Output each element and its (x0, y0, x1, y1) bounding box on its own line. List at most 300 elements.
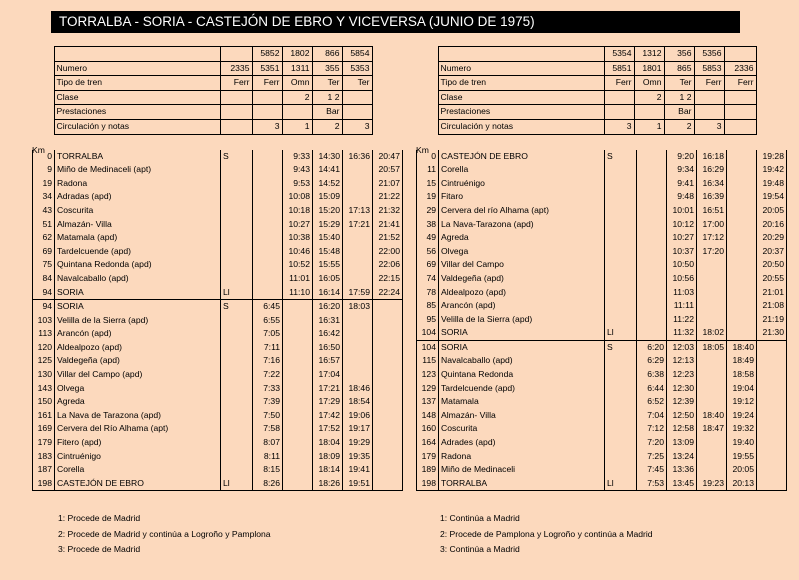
station-row (33, 177, 403, 191)
time-cell (373, 477, 403, 491)
train-value (634, 105, 664, 120)
time-cell (343, 341, 373, 355)
time-cell: 15:48 (313, 245, 343, 259)
station-name: Villar del Campo (439, 258, 605, 272)
time-cell: 21:32 (373, 204, 403, 218)
time-cell (697, 463, 727, 477)
time-cell (283, 436, 313, 450)
time-cell: 18:47 (697, 422, 727, 436)
time-cell: 14:41 (313, 163, 343, 177)
time-cell: 20:50 (757, 258, 787, 272)
row-label: Tipo de tren (54, 76, 220, 91)
time-cell (727, 313, 757, 327)
time-cell (373, 314, 403, 328)
time-cell: 8:26 (253, 477, 283, 491)
arr-dep-mark (221, 395, 253, 409)
station-name: SORIA (55, 286, 221, 300)
station-row (417, 436, 787, 450)
time-cell (757, 354, 787, 368)
notes-right (440, 511, 653, 558)
time-cell (373, 382, 403, 396)
note: 3: Procede de Madrid (58, 544, 141, 554)
spacer (416, 119, 438, 134)
station-name: Tardelcuende (apd) (439, 382, 605, 396)
station-row (417, 354, 787, 368)
time-cell: 6:52 (637, 395, 667, 409)
km-cell: 74 (417, 272, 439, 286)
time-cell: 16:14 (313, 286, 343, 300)
time-cell: 15:55 (313, 258, 343, 272)
arr-dep-mark (221, 463, 253, 477)
time-cell (253, 272, 283, 286)
train-value (724, 105, 756, 120)
arr-dep-mark (221, 354, 253, 368)
km-cell: 137 (417, 395, 439, 409)
time-cell (697, 368, 727, 382)
station-name: Agreda (55, 395, 221, 409)
time-cell: 19:24 (727, 409, 757, 423)
km-cell: 62 (33, 231, 55, 245)
station-name: Arancón (apd) (439, 299, 605, 313)
km-cell: 75 (33, 258, 55, 272)
time-cell: 7:12 (637, 422, 667, 436)
time-cell: 6:55 (253, 314, 283, 328)
station-name: Matamala (439, 395, 605, 409)
header-row (416, 90, 756, 105)
header-row (32, 119, 372, 134)
station-name: Fitaro (439, 190, 605, 204)
train-value: Ferr (604, 76, 634, 91)
station-name: La Nava de Tarazona (apd) (55, 409, 221, 423)
km-cell: 189 (417, 463, 439, 477)
time-cell: 19:17 (343, 422, 373, 436)
time-cell: 9:33 (283, 150, 313, 164)
time-cell (757, 409, 787, 423)
time-cell (343, 177, 373, 191)
spacer (416, 90, 438, 105)
arr-dep-mark (605, 190, 637, 204)
time-cell: 18:02 (697, 326, 727, 340)
time-cell: 16:51 (697, 204, 727, 218)
spacer (416, 61, 438, 76)
time-cell: 18:09 (313, 450, 343, 464)
km-cell: 34 (33, 190, 55, 204)
time-cell (757, 382, 787, 396)
station-row (417, 395, 787, 409)
station-name: Miño de Medinaceli (apt) (55, 163, 221, 177)
km-cell: 187 (33, 463, 55, 477)
time-cell: 10:18 (283, 204, 313, 218)
time-cell (283, 314, 313, 328)
train-value: Bar (664, 105, 694, 120)
time-cell (727, 150, 757, 164)
time-cell: 9:53 (283, 177, 313, 191)
time-cell: 12:30 (667, 382, 697, 396)
time-cell (637, 258, 667, 272)
time-cell: 6:38 (637, 368, 667, 382)
time-cell: 11:11 (667, 299, 697, 313)
station-row (33, 382, 403, 396)
station-row (417, 218, 787, 232)
time-cell (697, 272, 727, 286)
station-row (417, 231, 787, 245)
train-header-table (416, 46, 757, 135)
arr-dep-mark (605, 231, 637, 245)
train-value: Ter (312, 76, 342, 91)
row-label: Numero (54, 61, 220, 76)
time-cell: 17:29 (313, 395, 343, 409)
time-cell (727, 190, 757, 204)
time-cell (697, 299, 727, 313)
header-row (32, 47, 372, 62)
row-label: Prestaciones (54, 105, 220, 120)
time-cell (343, 231, 373, 245)
header-row (416, 76, 756, 91)
station-name: Coscurita (55, 204, 221, 218)
arr-dep-mark (221, 258, 253, 272)
time-cell: 6:20 (637, 340, 667, 354)
spacer (416, 47, 438, 62)
time-cell (253, 286, 283, 300)
time-cell: 10:50 (667, 258, 697, 272)
station-name: CASTEJÓN DE EBRO (439, 150, 605, 164)
time-cell: 20:16 (757, 218, 787, 232)
time-cell: 21:52 (373, 231, 403, 245)
station-name: Quintana Redonda (apd) (55, 258, 221, 272)
time-cell: 11:22 (667, 313, 697, 327)
station-row (33, 231, 403, 245)
time-cell: 6:45 (253, 300, 283, 314)
time-cell (757, 422, 787, 436)
train-value: 2 (664, 119, 694, 134)
time-cell (637, 326, 667, 340)
note: 1: Continúa a Madrid (440, 513, 520, 523)
arr-dep-mark: S (605, 150, 637, 164)
note: 1: Procede de Madrid (58, 513, 141, 523)
time-cell (373, 450, 403, 464)
time-cell: 22:24 (373, 286, 403, 300)
time-cell: 22:15 (373, 272, 403, 286)
km-cell: 84 (33, 272, 55, 286)
time-cell (727, 177, 757, 191)
train-value: 3 (604, 119, 634, 134)
train-value: 2 (312, 119, 342, 134)
page-title: TORRALBA - SORIA - CASTEJÓN DE EBRO Y VICEVERSA (JUNIO DE 1975) (51, 11, 740, 33)
station-row (417, 245, 787, 259)
row-label (54, 47, 220, 62)
time-cell (637, 272, 667, 286)
station-row (417, 368, 787, 382)
station-row (417, 326, 787, 340)
station-row (417, 299, 787, 313)
time-cell (373, 341, 403, 355)
arr-dep-mark (605, 463, 637, 477)
time-cell (253, 231, 283, 245)
station-row (33, 300, 403, 314)
train-value: 2 (634, 90, 664, 105)
time-cell: 7:20 (637, 436, 667, 450)
station-name: Villar del Campo (apd) (55, 368, 221, 382)
train-value: 3 (694, 119, 724, 134)
train-value (694, 105, 724, 120)
time-cell: 16:29 (697, 163, 727, 177)
time-cell: 19:28 (757, 150, 787, 164)
time-cell: 18:26 (313, 477, 343, 491)
station-row (417, 163, 787, 177)
time-cell: 6:29 (637, 354, 667, 368)
km-cell: 150 (33, 395, 55, 409)
train-value: 1311 (282, 61, 312, 76)
time-cell: 10:27 (667, 231, 697, 245)
station-row (33, 463, 403, 477)
time-cell (373, 463, 403, 477)
time-cell: 21:30 (757, 326, 787, 340)
arr-dep-mark (221, 204, 253, 218)
train-value: 1 2 (312, 90, 342, 105)
arr-dep-mark (605, 299, 637, 313)
arr-dep-mark: Ll (221, 286, 253, 300)
header-row (32, 105, 372, 120)
time-cell: 15:29 (313, 218, 343, 232)
spacer (32, 61, 54, 76)
header-row (416, 119, 756, 134)
km-cell: 113 (33, 327, 55, 341)
time-cell (697, 354, 727, 368)
km-cell: 148 (417, 409, 439, 423)
spacer (416, 105, 438, 120)
train-value (604, 105, 634, 120)
train-value: 5851 (604, 61, 634, 76)
time-cell: 17:21 (343, 218, 373, 232)
time-cell: 8:07 (253, 436, 283, 450)
time-cell (343, 258, 373, 272)
km-cell: 51 (33, 218, 55, 232)
station-row (417, 450, 787, 464)
station-name: Aldealpozo (apd) (439, 286, 605, 300)
time-cell: 19:41 (343, 463, 373, 477)
time-cell: 10:01 (667, 204, 697, 218)
station-name: Cervera del río Alhama (apt) (439, 204, 605, 218)
arr-dep-mark (221, 272, 253, 286)
time-cell: 17:21 (313, 382, 343, 396)
station-row (417, 150, 787, 164)
station-name: SORIA (439, 326, 605, 340)
time-cell (283, 409, 313, 423)
train-value: 5356 (694, 47, 724, 62)
time-cell (343, 272, 373, 286)
train-value: 5353 (342, 61, 372, 76)
time-cell (637, 190, 667, 204)
time-cell: 11:10 (283, 286, 313, 300)
train-value: 1 2 (664, 90, 694, 105)
time-cell (253, 204, 283, 218)
train-value: 5854 (342, 47, 372, 62)
station-name: Corella (55, 463, 221, 477)
time-cell: 21:07 (373, 177, 403, 191)
arr-dep-mark (221, 177, 253, 191)
km-cell: 164 (417, 436, 439, 450)
time-cell (373, 327, 403, 341)
station-name: Valdegeña (apd) (439, 272, 605, 286)
km-cell: 143 (33, 382, 55, 396)
station-row (417, 204, 787, 218)
arr-dep-mark: Ll (605, 477, 637, 491)
time-cell: 12:23 (667, 368, 697, 382)
time-cell: 19:54 (757, 190, 787, 204)
time-cell: 18:58 (727, 368, 757, 382)
time-cell (253, 150, 283, 164)
arr-dep-mark (605, 286, 637, 300)
time-cell: 19:32 (727, 422, 757, 436)
train-value (604, 90, 634, 105)
time-cell: 17:42 (313, 409, 343, 423)
km-cell: 94 (33, 286, 55, 300)
time-cell: 17:12 (697, 231, 727, 245)
time-cell: 16:36 (343, 150, 373, 164)
km-cell: 103 (33, 314, 55, 328)
time-cell (373, 368, 403, 382)
time-cell: 21:22 (373, 190, 403, 204)
spacer (32, 76, 54, 91)
km-cell: 123 (417, 368, 439, 382)
arr-dep-mark (221, 190, 253, 204)
time-cell (343, 190, 373, 204)
arr-dep-mark (605, 354, 637, 368)
time-cell (283, 395, 313, 409)
arr-dep-mark (221, 314, 253, 328)
time-cell: 7:25 (637, 450, 667, 464)
km-cell: 56 (417, 245, 439, 259)
station-row (33, 327, 403, 341)
arr-dep-mark (221, 341, 253, 355)
time-cell: 10:27 (283, 218, 313, 232)
time-cell: 13:09 (667, 436, 697, 450)
arr-dep-mark (605, 218, 637, 232)
time-cell: 18:14 (313, 463, 343, 477)
km-cell: 43 (33, 204, 55, 218)
stations-table (32, 150, 403, 492)
time-cell (343, 163, 373, 177)
time-cell: 8:15 (253, 463, 283, 477)
station-name: Cintruénigo (439, 177, 605, 191)
time-cell: 19:29 (343, 436, 373, 450)
train-value: 1 (634, 119, 664, 134)
train-value (724, 47, 756, 62)
time-cell: 20:37 (757, 245, 787, 259)
station-name: Velilla de la Sierra (apd) (55, 314, 221, 328)
train-value: 356 (664, 47, 694, 62)
time-cell (343, 327, 373, 341)
time-cell (697, 450, 727, 464)
km-cell: 9 (33, 163, 55, 177)
time-cell: 20:55 (757, 272, 787, 286)
time-cell: 19:12 (727, 395, 757, 409)
km-cell: 179 (417, 450, 439, 464)
km-cell: 115 (417, 354, 439, 368)
time-cell (727, 204, 757, 218)
time-cell (727, 245, 757, 259)
arr-dep-mark (221, 163, 253, 177)
time-cell (637, 163, 667, 177)
arr-dep-mark (605, 450, 637, 464)
station-row (417, 463, 787, 477)
time-cell: 11:03 (667, 286, 697, 300)
station-row (417, 286, 787, 300)
time-cell (757, 450, 787, 464)
train-value (724, 90, 756, 105)
time-cell (727, 326, 757, 340)
time-cell: 12:39 (667, 395, 697, 409)
train-value (220, 47, 252, 62)
time-cell: 16:31 (313, 314, 343, 328)
train-value: 5354 (604, 47, 634, 62)
time-cell (757, 395, 787, 409)
time-cell (637, 150, 667, 164)
spacer (32, 105, 54, 120)
station-name: Corella (439, 163, 605, 177)
km-cell: 160 (417, 422, 439, 436)
time-cell: 7:53 (637, 477, 667, 491)
spacer (32, 119, 54, 134)
station-name: Adradas (apd) (55, 190, 221, 204)
time-cell (637, 218, 667, 232)
time-cell: 7:16 (253, 354, 283, 368)
km-cell: 129 (417, 382, 439, 396)
arr-dep-mark (605, 409, 637, 423)
time-cell: 16:50 (313, 341, 343, 355)
time-cell (343, 314, 373, 328)
time-cell: 15:20 (313, 204, 343, 218)
arr-dep-mark (221, 409, 253, 423)
time-cell: 18:46 (343, 382, 373, 396)
time-cell (637, 286, 667, 300)
time-cell: 11:32 (667, 326, 697, 340)
time-cell (253, 163, 283, 177)
time-cell (637, 231, 667, 245)
station-name: Velilla de la Sierra (apd) (439, 313, 605, 327)
time-cell: 16:39 (697, 190, 727, 204)
time-cell (637, 313, 667, 327)
km-cell: 120 (33, 341, 55, 355)
time-cell: 10:08 (283, 190, 313, 204)
train-value (220, 119, 252, 134)
time-cell (373, 422, 403, 436)
time-cell: 11:01 (283, 272, 313, 286)
station-name: Aldealpozo (apd) (55, 341, 221, 355)
time-cell (697, 395, 727, 409)
km-cell: 169 (33, 422, 55, 436)
time-cell: 21:01 (757, 286, 787, 300)
row-label: Prestaciones (438, 105, 604, 120)
station-name: Radona (55, 177, 221, 191)
header-row (416, 61, 756, 76)
station-name: TORRALBA (55, 150, 221, 164)
time-cell (727, 258, 757, 272)
header-row (416, 47, 756, 62)
arr-dep-mark (221, 218, 253, 232)
km-cell: 179 (33, 436, 55, 450)
km-cell: 29 (417, 204, 439, 218)
station-row (33, 422, 403, 436)
time-cell: 19:06 (343, 409, 373, 423)
row-label: Tipo de tren (438, 76, 604, 91)
station-row (33, 409, 403, 423)
station-row (33, 286, 403, 300)
station-row (417, 258, 787, 272)
note: 3: Continúa a Madrid (440, 544, 520, 554)
km-cell: 104 (417, 340, 439, 354)
km-cell: 19 (33, 177, 55, 191)
